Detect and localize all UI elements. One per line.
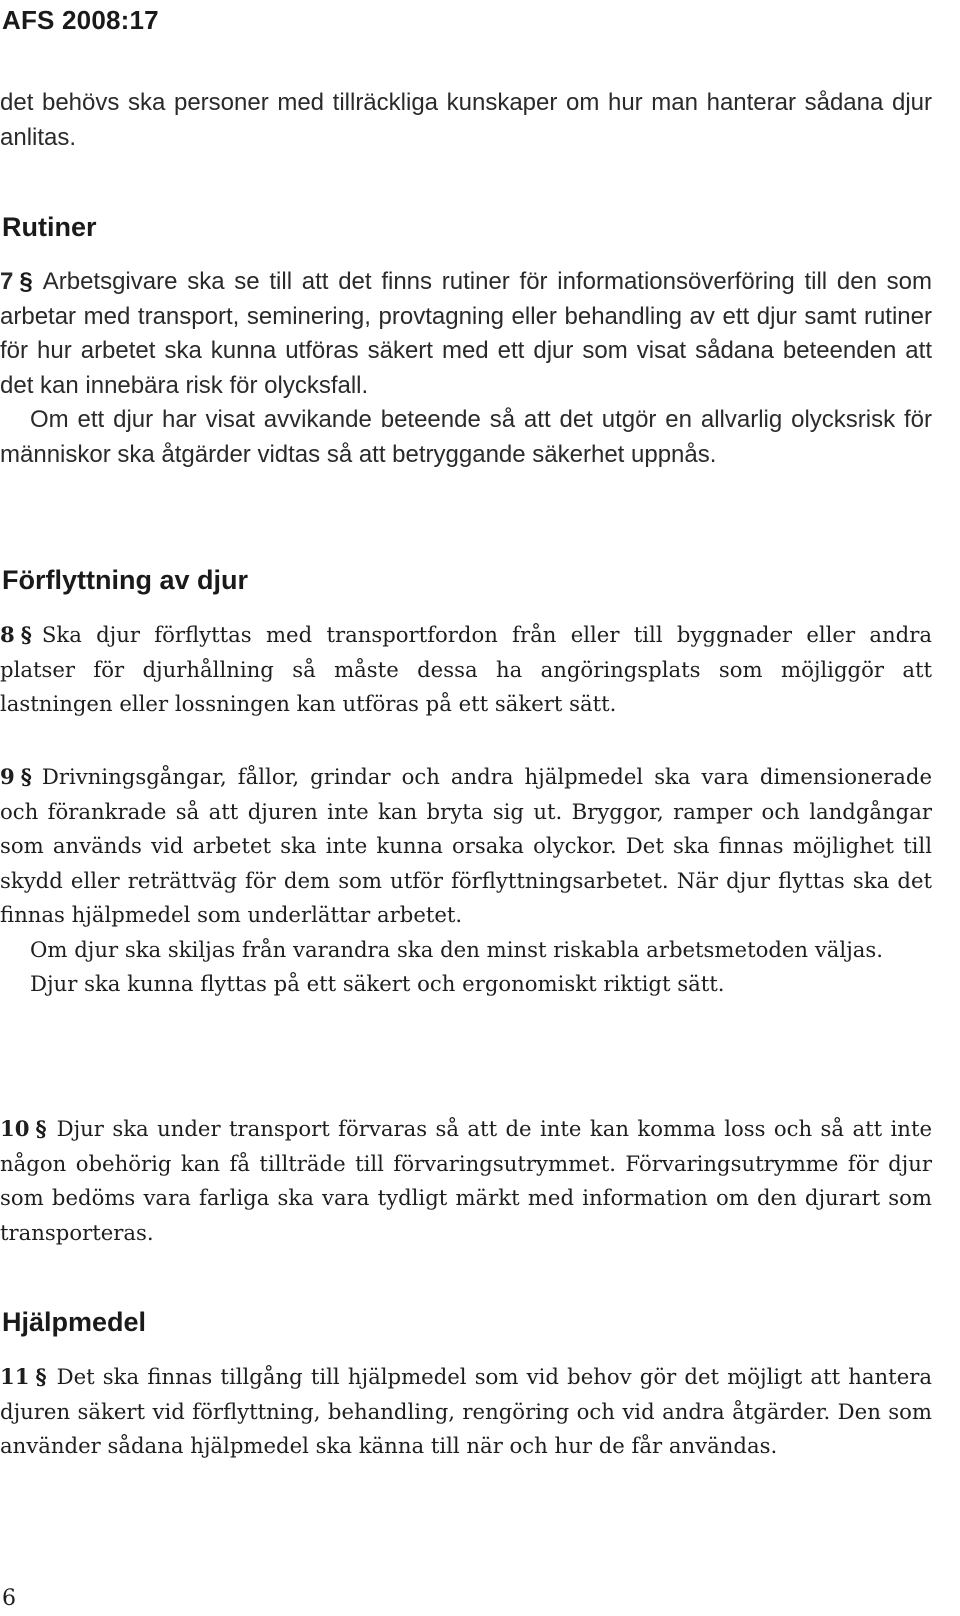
section-sign: § [35,1364,47,1389]
document-id-header: AFS 2008:17 [2,5,159,35]
paragraph-text: Drivningsgångar, fållor, grindar och andra hjälpmedel ska vara dimensionerade och förankrade så att djuren inte kan bryta sig ut. Bryggor, ramper och landgångar som används vid arbetet ska inte kunna orsaka olyckor. Det ska finnas möjlighet till skydd eller reträttväg för dem som utför förflyttningsarbetet. När djur flyttas ska det finnas hjälpmedel som underlättar arbetet. [0,764,932,927]
section-sign: § [20,622,32,647]
paragraph-number: 8 [0,622,15,647]
paragraph-9 [0,760,932,933]
intro-paragraph: det behövs ska personer med tillräckliga kunskaper om hur man hanterar sådana djur anlitas. [0,89,932,151]
paragraph-7 [0,265,932,403]
paragraph-text: Djur ska under transport förvaras så att de inte kan komma loss och så att inte någon obehörig kan få tillträde till förvaringsutrymmet. Förvaringsutrymme för djur som bedöms vara farliga ska vara tydligt märkt med information om den djurart som transporteras. [0,1116,932,1245]
paragraph-7-block [0,265,932,472]
paragraph-11 [0,1360,932,1464]
section-sign: § [35,1116,47,1141]
paragraph-11-block [0,1360,932,1464]
section-sign: § [20,764,32,789]
paragraph-number: 10 [0,1116,30,1141]
paragraph-text: Arbetsgivare ska se till att det finns rutiner för informationsöverföring till den som arbetar med transport, seminering, provtagning eller behandling av ett djur samt rutiner för hur arbetet ska kunna utföras säkert med ett djur som visat sådana beteenden att det kan innebära risk för olycksfall. [0,268,932,399]
intro-paragraph-block [0,86,932,155]
paragraph-9-block [0,760,932,1002]
paragraph-number: 7 [0,268,14,295]
paragraph-9-continuation-1: Om djur ska skiljas från varandra ska den minst riskabla arbetsmetoden väljas. [30,936,884,962]
section-sign: § [19,268,33,295]
section-heading-forflyttning: Förflyttning av djur [2,565,248,595]
paragraph-number: 11 [0,1364,30,1389]
paragraph-number: 9 [0,764,15,789]
paragraph-10-block [0,1112,932,1250]
paragraph-8 [0,618,932,722]
page-number: 6 [2,1586,16,1611]
paragraph-text: Det ska finnas tillgång till hjälpmedel som vid behov gör det möjligt att hantera djuren säkert vid förflyttning, behandling, rengöring och vid andra åtgärder. Den som använder sådana hjälpmedel ska känna till när och hur de får användas. [0,1364,932,1458]
paragraph-7-continuation: Om ett djur har visat avvikande beteende så att det utgör en allvarlig olycksrisk för människor ska åtgärder vidtas så att betryggande säkerhet uppnås. [0,406,932,468]
paragraph-8-block [0,618,932,722]
section-heading-rutiner: Rutiner [2,212,97,242]
paragraph-10 [0,1112,932,1250]
paragraph-text: Ska djur förflyttas med transportfordon från eller till byggnader eller andra platser för djurhållning så måste dessa ha angöringsplats som möjliggör att lastningen eller lossningen kan utföras på ett säkert sätt. [0,622,932,716]
section-heading-hjalpmedel: Hjälpmedel [2,1307,147,1337]
paragraph-9-continuation-2: Djur ska kunna flyttas på ett säkert och ergonomiskt riktigt sätt. [30,971,725,996]
